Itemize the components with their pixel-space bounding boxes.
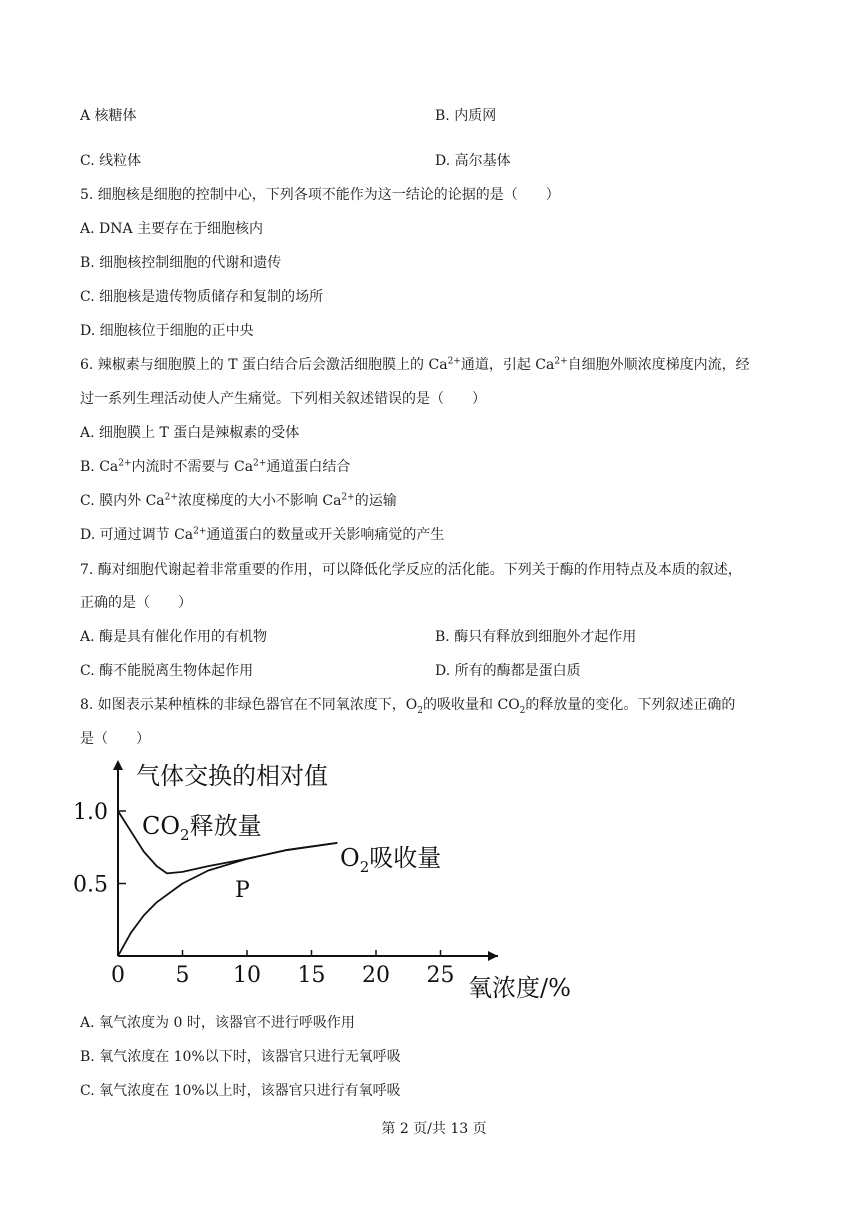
q4-option-c: C. 线粒体 xyxy=(80,153,142,169)
q6-stem-line2: 过一系列生理活动使人产生痛觉。下列相关叙述错误的是（ ） xyxy=(80,391,486,407)
subscript-2: 2 xyxy=(417,705,424,716)
q4-option-a: A 核糖体 xyxy=(80,108,137,124)
q6-option-part: 内流时不需要与 Ca xyxy=(131,459,254,475)
q6-option-c xyxy=(80,491,397,511)
x-tick-label: 5 xyxy=(175,963,190,988)
q8-option-a: A. 氧气浓度为 0 时，该器官不进行呼吸作用 xyxy=(80,1015,355,1031)
subscript-2: 2 xyxy=(519,705,526,716)
y-tick-label: 0.5 xyxy=(73,872,108,898)
x-tick-label: 20 xyxy=(362,963,390,988)
q6-option-part: 的运输 xyxy=(354,493,397,509)
x-tick-label: 15 xyxy=(297,963,326,988)
q6-stem-part: 自细胞外顺浓度梯度内流，经 xyxy=(567,357,750,373)
q4-option-d: D. 高尔基体 xyxy=(435,153,511,169)
o2-series-label: $O_2$吸收量 xyxy=(340,844,442,876)
q6-option-part: C. 膜内外 Ca xyxy=(80,493,165,509)
q6-stem-part: 通道，引起 Ca xyxy=(460,357,555,373)
q8-stem-line2: 是（ ） xyxy=(80,731,150,747)
co2-series-label: $CO_2$释放量 xyxy=(142,812,262,844)
ion-charge: 2+ xyxy=(341,492,355,503)
q7-option-b: B. 酶只有释放到细胞外才起作用 xyxy=(435,629,637,645)
x-tick-label: 0 xyxy=(111,963,125,988)
ion-charge: 2+ xyxy=(253,458,267,469)
x-tick-label: 10 xyxy=(233,963,261,988)
y-tick-label: 1.0 xyxy=(73,800,108,825)
q5-option-d: D. 细胞核位于细胞的正中央 xyxy=(80,323,254,339)
x-axis-arrow-icon xyxy=(488,951,498,961)
y-axis-label: 气体交换的相对值 xyxy=(136,762,328,790)
q8-stem-line1 xyxy=(80,695,735,715)
ion-charge: 2+ xyxy=(193,526,207,537)
q7-option-a: A. 酶是具有催化作用的有机物 xyxy=(80,629,268,645)
q6-option-d xyxy=(80,525,444,545)
ion-charge: 2+ xyxy=(447,356,461,367)
q6-option-b xyxy=(80,457,350,477)
y-axis-arrow-icon xyxy=(113,760,123,770)
q6-option-part: 通道蛋白结合 xyxy=(266,459,351,475)
x-axis-label: 氧浓度/% xyxy=(468,974,571,1002)
q6-stem-line1 xyxy=(80,355,750,375)
q7-option-d: D. 所有的酶都是蛋白质 xyxy=(435,663,581,679)
q7-stem-line1: 7. 酶对细胞代谢起着非常重要的作用，可以降低化学反应的活化能。下列关于酶的作用特点及本质的叙述， xyxy=(80,562,742,578)
q7-option-c: C. 酶不能脱离生物体起作用 xyxy=(80,663,254,679)
q6-option-a: A. 细胞膜上 T 蛋白是辣椒素的受体 xyxy=(80,425,300,441)
q6-option-part: D. 可通过调节 Ca xyxy=(80,527,194,543)
q5-option-c: C. 细胞核是遗传物质储存和复制的场所 xyxy=(80,289,324,305)
q8-option-b: B. 氧气浓度在 10%以下时，该器官只进行无氧呼吸 xyxy=(80,1049,401,1065)
q5-option-b: B. 细胞核控制细胞的代谢和遗传 xyxy=(80,255,282,271)
q8-stem-part: 的释放量的变化。下列叙述正确的 xyxy=(525,697,736,713)
q6-option-part: 通道蛋白的数量或开关影响痛觉的产生 xyxy=(206,527,445,543)
q7-stem-line2: 正确的是（ ） xyxy=(80,595,192,611)
intersection-point-label: P xyxy=(235,877,250,903)
chart-labels xyxy=(73,762,571,1002)
ion-charge: 2+ xyxy=(118,458,132,469)
page-footer: 第 2 页/共 13 页 xyxy=(381,1121,487,1137)
gas-exchange-chart xyxy=(70,752,590,1012)
ion-charge: 2+ xyxy=(164,492,178,503)
q5-stem: 5. 细胞核是细胞的控制中心，下列各项不能作为这一结论的论据的是（ ） xyxy=(80,187,560,203)
q6-option-part: B. Ca xyxy=(80,459,119,475)
q8-stem-part: 8. 如图表示某种植株的非绿色器官在不同氧浓度下，O xyxy=(80,697,418,713)
ion-charge: 2+ xyxy=(554,356,568,367)
q4-option-b: B. 内质网 xyxy=(435,108,497,124)
q6-option-part: 浓度梯度的大小不影响 Ca xyxy=(177,493,342,509)
q6-stem-part: 6. 辣椒素与细胞膜上的 T 蛋白结合后会激活细胞膜上的 Ca xyxy=(80,357,448,373)
q8-stem-part: 的吸收量和 CO xyxy=(423,697,520,713)
x-tick-label: 25 xyxy=(426,963,455,988)
q5-option-a: A. DNA 主要存在于细胞核内 xyxy=(80,221,264,237)
q8-option-c: C. 氧气浓度在 10%以上时，该器官只进行有氧呼吸 xyxy=(80,1083,401,1099)
